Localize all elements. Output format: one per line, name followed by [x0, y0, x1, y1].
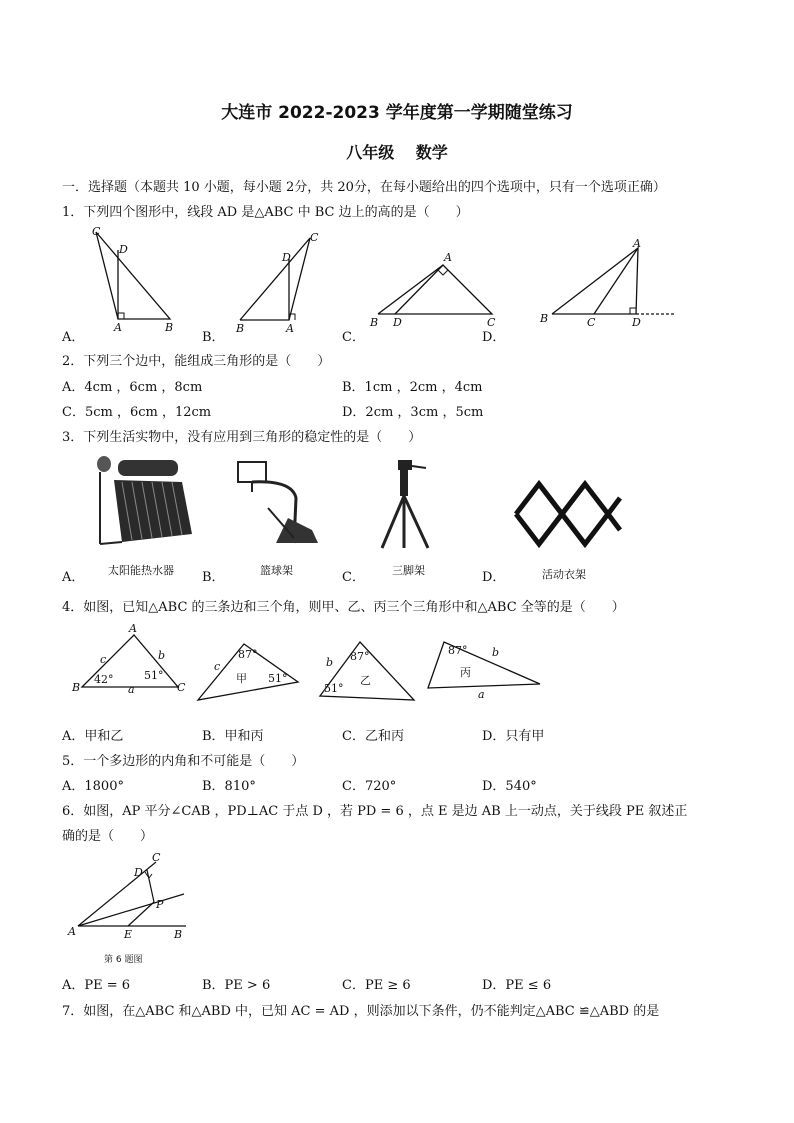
q1b-label-d: D: [282, 251, 291, 264]
q4-jia-side-c: c: [214, 660, 221, 673]
q1-figure-c: [368, 248, 503, 333]
q6-label-e: E: [124, 928, 133, 941]
q2-option-d: D．2cm ，3cm ，5cm: [342, 405, 484, 420]
folding-hanger-image: [510, 476, 626, 556]
q1-option-c: C．: [342, 330, 365, 345]
q1d-label-a: A: [633, 237, 641, 250]
q1a-label-c: C: [92, 225, 101, 238]
q2-stem: 2．下列三个边中，能组成三角形的是（ ）: [62, 354, 331, 369]
q3-option-b: B．: [202, 570, 225, 585]
q1d-label-d: D: [632, 316, 641, 329]
q4-yi-side-b: b: [326, 656, 334, 669]
q6-option-c: C．PE ≥ 6: [342, 978, 411, 993]
q1-stem: 1．下列四个图形中，线段 AD 是△ABC 中 BC 边上的高的是（ ）: [62, 205, 469, 220]
q4-option-d: D．只有甲: [482, 729, 545, 744]
q1-figure-b: [232, 228, 327, 338]
q1c-label-b: B: [370, 316, 379, 329]
q4-option-b: B．甲和丙: [202, 729, 264, 744]
q5-stem: 5．一个多边形的内角和不可能是（ ）: [62, 754, 305, 769]
q1a-label-a: A: [114, 321, 122, 334]
q4-jia-angle-51: 51°: [268, 672, 288, 685]
q4-bing-name: 丙: [460, 666, 471, 679]
q4-angle-b: 42°: [94, 673, 114, 686]
section-heading: 一．选择题（本题共 10 小题，每小题 2分，共 20分，在每小题给出的四个选项中，只有一个选项正确）: [62, 180, 666, 195]
q6-label-b: B: [174, 928, 183, 941]
q5-option-b: B．810°: [202, 779, 256, 794]
q4-option-c: C．乙和丙: [342, 729, 404, 744]
q4-label-side-c: c: [100, 653, 107, 666]
q6-label-d: D: [134, 866, 143, 879]
q4-label-side-a: a: [128, 683, 135, 696]
page-title: 大连市 2022-2023 学年度第一学期随堂练习: [221, 103, 573, 123]
q1b-label-b: B: [236, 322, 245, 335]
q4-label-c: C: [177, 681, 186, 694]
caption-folding-hanger: 活动衣架: [542, 568, 586, 581]
q6-stem-line1: 6．如图，AP 平分∠CAB ，PD⊥AC 于点 D ，若 PD = 6 ，点 E 是边 AB 上一动点，关于线段 PE 叙述正: [62, 804, 688, 819]
q4-triangle-bing: [424, 636, 544, 700]
q3-stem: 3．下列生活实物中，没有应用到三角形的稳定性的是（ ）: [62, 430, 422, 445]
q4-bing-angle-87: 87°: [448, 644, 468, 657]
q6-option-a: A．PE = 6: [62, 978, 131, 993]
q7-stem: 7．如图，在△ABC 和△ABD 中，已知 AC = AD ，则添加以下条件，仍不能判定△ABC ≌△ABD 的是: [62, 1004, 660, 1019]
q1-option-a: A．: [62, 330, 85, 345]
q3-option-c: C．: [342, 570, 365, 585]
q4-label-a: A: [129, 622, 137, 635]
q6-label-p: P: [156, 898, 164, 911]
q1-option-d: D．: [482, 330, 506, 345]
q6-label-a: A: [68, 925, 76, 938]
q4-label-b: B: [72, 681, 81, 694]
caption-tripod: 三脚架: [392, 564, 425, 577]
q4-triangle-yi: [314, 636, 420, 704]
q4-yi-angle-51: 51°: [324, 682, 344, 695]
q5-option-a: A．1800°: [62, 779, 124, 794]
q4-bing-side-a: a: [478, 688, 485, 701]
q4-triangle-abc: [70, 622, 188, 696]
q1d-label-b: B: [540, 312, 549, 325]
q3-option-d: D．: [482, 570, 506, 585]
q4-angle-c: 51°: [144, 669, 164, 682]
tripod-image: [372, 456, 434, 554]
q4-option-a: A．甲和乙: [62, 729, 124, 744]
q2-option-c: C．5cm ，6cm ，12cm: [62, 405, 212, 420]
q4-stem: 4．如图，已知△ABC 的三条边和三个角，则甲、乙、丙三个三角形中和△ABC 全等的是（ ）: [62, 600, 625, 615]
q1b-label-a: A: [286, 322, 294, 335]
q6-option-d: D．PE ≤ 6: [482, 978, 552, 993]
q1c-label-d: D: [393, 316, 402, 329]
q4-yi-name: 乙: [360, 674, 371, 687]
q6-label-c: C: [152, 851, 161, 864]
q2-option-a: A．4cm ，6cm ，8cm: [62, 380, 203, 395]
q1a-label-d: D: [119, 243, 128, 256]
page-subtitle: 八年级 数学: [346, 143, 448, 162]
q1b-label-c: C: [310, 231, 319, 244]
q6-option-b: B．PE > 6: [202, 978, 271, 993]
q4-triangle-jia: [196, 636, 302, 704]
q4-jia-name: 甲: [236, 672, 247, 685]
q2-option-b: B．1cm ，2cm ，4cm: [342, 380, 483, 395]
caption-solar-water-heater: 太阳能热水器: [108, 564, 174, 577]
q1-option-b: B．: [202, 330, 225, 345]
q4-jia-angle-87: 87°: [238, 648, 258, 661]
q5-option-d: D．540°: [482, 779, 537, 794]
q4-label-side-b: b: [158, 649, 166, 662]
q1d-label-c: C: [587, 316, 596, 329]
q6-stem-line2: 确的是（ ）: [62, 829, 154, 844]
q1a-label-b: B: [165, 321, 174, 334]
q1c-label-c: C: [487, 316, 496, 329]
q4-yi-angle-87: 87°: [350, 650, 370, 663]
q1-figure-a: [82, 222, 182, 340]
q3-option-a: A．: [62, 570, 85, 585]
caption-basketball-stand: 篮球架: [260, 564, 293, 577]
q6-figure: [66, 850, 190, 944]
q4-bing-side-b: b: [492, 646, 500, 659]
q5-option-c: C．720°: [342, 779, 397, 794]
q1c-label-a: A: [444, 251, 452, 264]
solar-water-heater-image: [92, 452, 194, 552]
basketball-stand-image: [232, 458, 324, 553]
q1-figure-d: [536, 236, 686, 334]
q6-figure-caption: 第 6 题图: [104, 955, 143, 965]
